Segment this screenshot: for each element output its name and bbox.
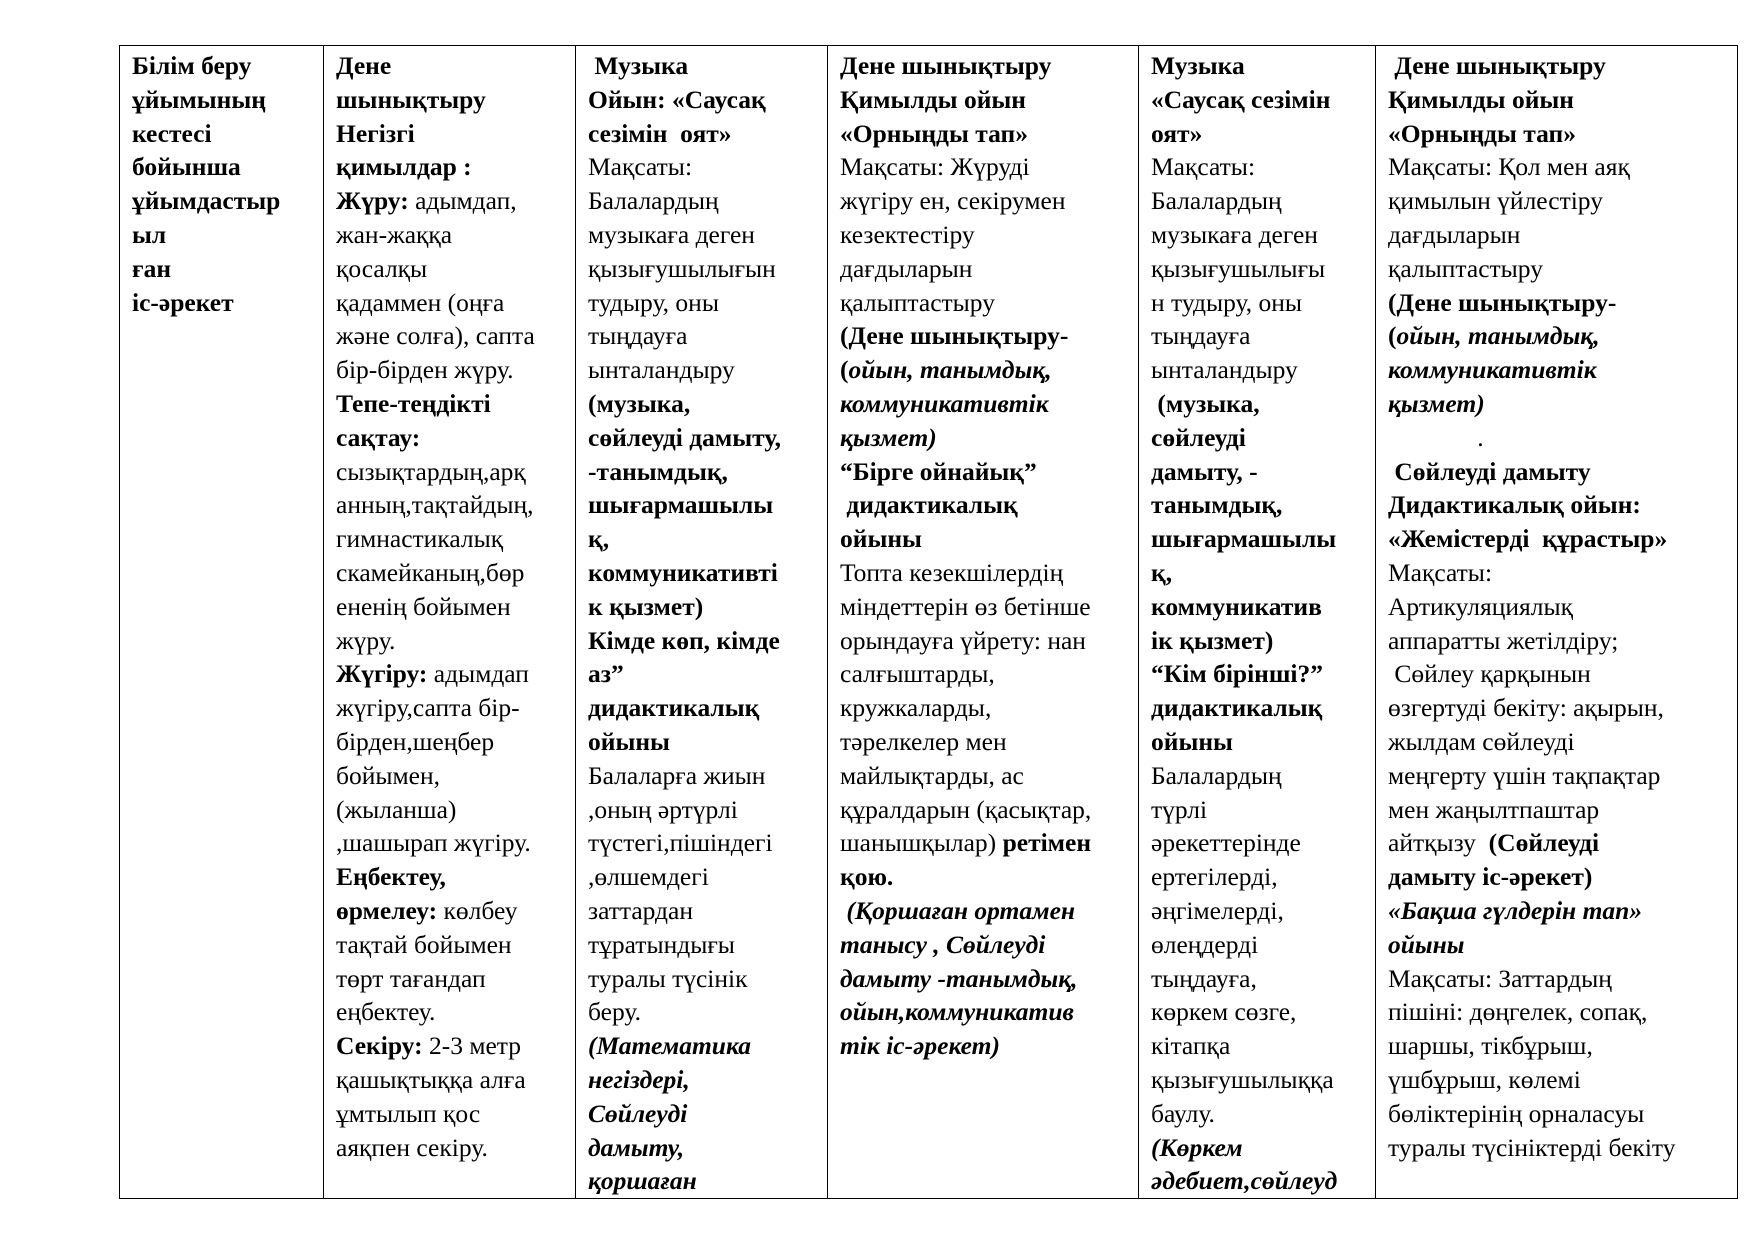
text-line: тудыру, оны: [588, 287, 719, 317]
text-line: әңгімелерді,: [1151, 895, 1284, 925]
text-line: «Саусақ сезімін: [1151, 84, 1331, 114]
text-line: тақтай бойымен: [336, 929, 512, 959]
text-line: коммуникатив: [1151, 591, 1322, 621]
text-line: Музыка: [588, 51, 689, 80]
text-line: міндеттерін өз бетінше: [840, 591, 1091, 621]
text-line: скамейканың,бөр: [336, 557, 525, 587]
text-line: қ,: [588, 524, 610, 554]
text-line: және солға), сапта: [336, 321, 535, 351]
text-line: аяқпен секіру.: [336, 1132, 488, 1162]
text-line: сезімін оят»: [588, 118, 732, 148]
text-run: ретімен: [1002, 828, 1092, 858]
text-line: дағдыларын: [840, 253, 973, 283]
text-run: (Сөйлеуді: [1488, 828, 1600, 858]
cell-physical-education-speech-development: [1376, 46, 1738, 1199]
text-line: қалыптастыру: [840, 287, 995, 317]
text-line: Балаларға жиын: [588, 760, 766, 790]
text-line: қызмет): [1388, 388, 1485, 418]
text-line: бөліктерінің орналасуы: [1388, 1098, 1645, 1128]
text-line: сөйлеуді дамыту,: [588, 422, 781, 452]
text-line: Қимылды ойын: [1388, 84, 1574, 114]
text-line: қимылын үйлестіру: [1388, 186, 1603, 216]
text-line: жүру.: [336, 625, 396, 655]
text-line: өлеңдерді: [1151, 929, 1259, 959]
text-line: ұмтылып қос: [336, 1098, 481, 1128]
lesson-plan-table: [119, 45, 1738, 1199]
text-line: [336, 894, 567, 928]
text-line: Сөйлеу қарқынын: [1388, 659, 1591, 689]
text-run: Жүгіру:: [336, 659, 428, 689]
text-line: (музыка,: [588, 388, 691, 418]
text-line: бірден,шеңбер: [336, 726, 495, 756]
text-line: қалыптастыру: [1388, 253, 1543, 283]
text-line: негіздері,: [588, 1064, 690, 1094]
text-run: (: [840, 355, 849, 385]
text-line: қызығушылығын: [588, 253, 776, 283]
text-line: шығармашылы: [588, 490, 774, 520]
text-line: Мақсаты: Жүруді: [840, 152, 1030, 182]
text-line: Негізгі: [336, 118, 415, 148]
text-line: [336, 657, 567, 691]
text-line: [336, 1029, 567, 1063]
text-line: шынықтыру: [336, 84, 486, 114]
text-line: ұйымының: [132, 84, 266, 114]
text-line: Балалардың: [1151, 186, 1282, 216]
text-line: Еңбектеу,: [336, 862, 446, 892]
text-run: (: [1388, 321, 1397, 351]
text-line: Сөйлеуді дамыту: [1388, 456, 1591, 486]
text-line: Мақсаты:: [588, 152, 693, 182]
text-run: шанышқылар): [840, 828, 1003, 858]
text-line: “Бірге ойнайық”: [840, 456, 1037, 486]
text-line: дидактикалық: [588, 693, 760, 723]
text-line: Мақсаты:: [1388, 557, 1493, 587]
text-line: н тудыру, оны: [1151, 287, 1302, 317]
text-line: кезектестіру: [840, 219, 975, 249]
text-line: Дене: [336, 51, 392, 80]
text-line: (Қоршаған ортамен: [840, 895, 1076, 925]
text-line: ік қызмет): [1151, 625, 1274, 655]
text-line: үшбұрыш, көлемі: [1388, 1064, 1581, 1094]
text-line: қимылдар :: [336, 152, 472, 182]
text-line: қ,: [1151, 557, 1173, 587]
text-line: (Математика: [588, 1031, 752, 1061]
text-line: тыңдауға,: [1151, 963, 1257, 993]
text-line: еңбектеу.: [336, 997, 436, 1027]
text-line: қызмет): [840, 422, 937, 452]
text-line: аз”: [588, 659, 624, 689]
text-line: [336, 184, 567, 218]
text-line: «Бақша гүлдерін тап»: [1388, 895, 1643, 925]
text-line: к қызмет): [588, 591, 704, 621]
text-line: қадаммен (оңға: [336, 287, 505, 317]
text-line: Дене шынықтыру: [840, 51, 1052, 80]
text-line: өзгертуді бекіту: ақырын,: [1388, 693, 1664, 723]
text-line: (музыка,: [1151, 388, 1260, 418]
text-run: 2-3 метр: [422, 1031, 521, 1061]
text-line: дидактикалық: [1151, 693, 1323, 723]
text-line: меңгерту үшін тақпақтар: [1388, 760, 1661, 790]
text-line: іс-әрекет: [132, 287, 234, 317]
text-line: -танымдық,: [588, 456, 728, 486]
text-line: Балалардың: [588, 186, 719, 216]
text-line: қою.: [840, 862, 894, 892]
text-run: адымдап,: [408, 186, 517, 216]
text-line: Мақсаты: Заттардың: [1388, 963, 1612, 993]
text-line: Дене шынықтыру: [1388, 51, 1606, 80]
text-line: шаршы, тікбұрыш,: [1388, 1031, 1593, 1061]
text-line: Дидактикалық ойын:: [1388, 490, 1641, 520]
text-line: коммуникативтік: [840, 388, 1049, 418]
text-line: Балалардың: [1151, 760, 1282, 790]
text-line: Қимылды ойын: [840, 84, 1026, 114]
text-line: ,оның әртүрлі: [588, 794, 738, 824]
text-line: музыкаға деген: [588, 219, 755, 249]
text-line: танысу , Сөйлеуді: [840, 929, 1046, 959]
text-line: оят»: [1151, 118, 1203, 148]
text-line: пішіні: дөңгелек, сопақ,: [1388, 997, 1648, 1027]
text-line: дамыту -танымдық,: [840, 963, 1078, 993]
text-line: мен жаңылтпаштар: [1388, 794, 1600, 824]
text-line: [840, 353, 1130, 387]
text-line: «Жемістерді құрастыр»: [1388, 524, 1668, 554]
text-line: жылдам сөйлеуді: [1388, 726, 1575, 756]
text-line: анның,тақтайдың,: [336, 490, 534, 520]
text-line: [1388, 319, 1729, 353]
text-line: тік іс-әрекет): [840, 1031, 1000, 1061]
text-line: дидактикалық: [840, 490, 1018, 520]
text-line: тұратындығы: [588, 929, 735, 959]
text-line: Мақсаты:: [1151, 152, 1256, 182]
text-line: әдебиет,сөйлеуд: [1151, 1166, 1338, 1196]
text-line: ,өлшемдегі: [588, 862, 709, 892]
text-line: Білім беру: [132, 51, 252, 80]
text-run: адымдап: [427, 659, 529, 689]
cell-music-finger-game: [576, 46, 828, 1199]
text-line: бойынша: [132, 152, 241, 182]
text-line: [1388, 826, 1729, 860]
text-line: шығармашылы: [1151, 524, 1337, 554]
text-line: сақтау:: [336, 422, 421, 452]
text-line: танымдық,: [1151, 490, 1283, 520]
text-line: (жыланша): [336, 794, 457, 824]
text-line: ертегілерді,: [1151, 862, 1278, 892]
text-line: Сөйлеуді: [588, 1098, 688, 1128]
text-line: кружкаларды,: [840, 693, 992, 723]
text-line: музыкаға деген: [1151, 219, 1318, 249]
text-line: коммуникативтік: [1388, 355, 1597, 385]
text-line: «Орныңды тап»: [1388, 118, 1576, 148]
text-line: тәрелкелер мен: [840, 726, 1007, 756]
text-line: ененің бойымен: [336, 591, 511, 621]
text-line: ған: [132, 253, 172, 283]
text-line: дамыту, -: [1151, 456, 1258, 486]
text-line: (Дене шынықтыру-: [840, 321, 1069, 351]
text-line: Музыка: [1151, 51, 1245, 80]
text-line: майлықтарды, ас: [840, 760, 1024, 790]
text-line: түрлі: [1151, 794, 1208, 824]
text-line: ойыны: [840, 524, 922, 554]
text-line: сызықтардың,арқ: [336, 456, 526, 486]
text-line: жүгіру ен, секірумен: [840, 186, 1066, 216]
text-line: Артикуляциялық: [1388, 591, 1573, 621]
text-line: сөйлеуді: [1151, 422, 1246, 452]
cell-physical-education-main-movements: [324, 46, 576, 1199]
text-line: ойын,коммуникатив: [840, 997, 1074, 1027]
text-line: беру.: [588, 997, 641, 1027]
text-line: (Көркем: [1151, 1132, 1243, 1162]
text-line: салғыштарды,: [840, 659, 995, 689]
text-run: өрмелеу:: [336, 895, 438, 925]
text-line: қосалқы: [336, 253, 428, 283]
text-line: заттардан: [588, 895, 694, 925]
cell-activity-title: [120, 46, 324, 1199]
text-line: әрекеттерінде: [1151, 828, 1301, 858]
text-line: бір-бірден жүру.: [336, 355, 514, 385]
text-line: аппаратты жетілдіру;: [1388, 625, 1619, 655]
text-line: [840, 826, 1130, 860]
text-line: қоршаған: [588, 1166, 697, 1196]
text-line: дағдыларын: [1388, 219, 1521, 249]
text-line: Ойын: «Саусақ: [588, 84, 766, 114]
text-line: Топта кезекшілердің: [840, 557, 1064, 587]
text-line: (Дене шынықтыру-: [1388, 287, 1617, 317]
text-line: түстегі,пішіндегі: [588, 828, 773, 858]
text-line: Мақсаты: Қол мен аяқ: [1388, 152, 1630, 182]
text-line: Тепе-теңдікті: [336, 388, 491, 418]
text-line: ынталандыру: [588, 355, 735, 385]
text-line: Кімде көп, кімде: [588, 625, 780, 655]
text-line: .: [1388, 422, 1484, 452]
text-run: Секіру:: [336, 1031, 423, 1061]
text-run: айтқызу: [1388, 828, 1489, 858]
text-line: «Орныңды тап»: [840, 118, 1028, 148]
text-line: қашықтыққа алға: [336, 1064, 526, 1094]
text-line: тыңдауға: [588, 321, 688, 351]
text-line: орындауға үйрету: нан: [840, 625, 1086, 655]
text-line: дамыту іс-әрекет): [1388, 862, 1593, 892]
text-line: дамыту,: [588, 1132, 685, 1162]
text-line: жүгіру,сапта бір-: [336, 693, 520, 723]
text-line: коммуникативті: [588, 557, 778, 587]
text-line: туралы түсінік: [588, 963, 748, 993]
text-run: көлбеу: [437, 895, 518, 925]
text-line: қызығушылыққа: [1151, 1064, 1334, 1094]
text-line: ойыны: [1151, 726, 1233, 756]
text-line: ұйымдастыр: [132, 186, 281, 216]
text-line: төрт тағандап: [336, 963, 486, 993]
text-line: көркем сөзге,: [1151, 997, 1297, 1027]
text-line: “Кім бірінші?”: [1151, 659, 1323, 689]
text-line: ойыны: [1388, 929, 1465, 959]
text-line: жан-жаққа: [336, 219, 453, 249]
table-row: [120, 46, 1738, 1199]
text-line: баулу.: [1151, 1098, 1215, 1128]
text-line: тыңдауға: [1151, 321, 1251, 351]
cell-music-who-is-first: [1139, 46, 1376, 1199]
text-run: Жүру:: [336, 186, 409, 216]
text-line: құралдарын (қасықтар,: [840, 794, 1092, 824]
text-run: ойын, танымдық,: [1396, 321, 1600, 351]
text-line: кітапқа: [1151, 1031, 1231, 1061]
text-line: ,шашырап жүгіру.: [336, 828, 531, 858]
cell-physical-education-find-your-place: [828, 46, 1139, 1199]
text-line: бойымен,: [336, 760, 440, 790]
text-line: кестесі: [132, 118, 212, 148]
text-line: туралы түсініктерді бекіту: [1388, 1132, 1676, 1162]
text-run: ойын, танымдық,: [848, 355, 1052, 385]
text-line: ыл: [132, 219, 167, 249]
text-line: ынталандыру: [1151, 355, 1298, 385]
text-line: гимнастикалық: [336, 524, 504, 554]
text-line: ойыны: [588, 726, 670, 756]
text-line: қызығушылығы: [1151, 253, 1326, 283]
